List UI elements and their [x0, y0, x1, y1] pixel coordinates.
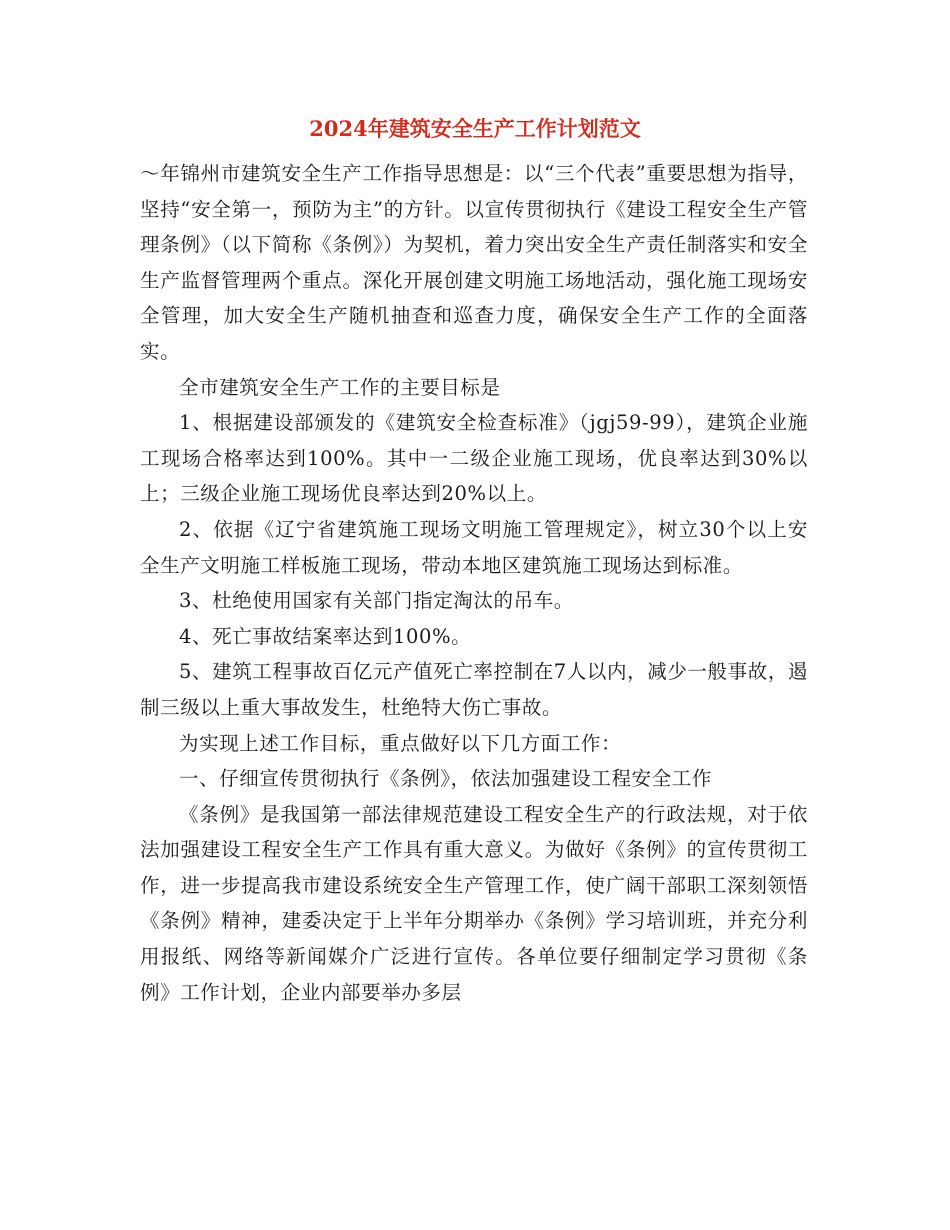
paragraph-section-1-body: 《条例》是我国第一部法律规范建设工程安全生产的行政法规，对于依法加强建设工程安全生产工作具有重大意义。为做好《条例》的宣传贯彻工作，进一步提高我市建设系统安全生产管理工作，使广阔干部职工深刻领悟《条例》精神，建委决定于上半年分期举办《条例》学习培训班，并充分利用报纸、网络等新闻媒介广泛进行宣传。各单位要仔细制定学习贯彻《条例》工作计划，企业内部要举办多层 [140, 802, 808, 1004]
document-title: 2024年建筑安全生产工作计划范文 [309, 116, 641, 141]
paragraph-goal-4: 4、死亡事故结案率达到100%。 [179, 624, 472, 648]
paragraph-work-intro: 为实现上述工作目标，重点做好以下几方面工作： [179, 731, 622, 755]
document-body [140, 156, 808, 1010]
paragraph-main-goals-heading: 全市建筑安全生产工作的主要目标是 [179, 375, 501, 399]
section-heading-1: 一、仔细宣传贯彻执行《条例》，依法加强建设工程安全工作 [179, 767, 712, 791]
paragraph-guiding-ideology: ～年锦州市建筑安全生产工作指导思想是：以“三个代表”重要思想为指导，坚持“安全第一，预防为主”的方针。以宣传贯彻执行《建设工程安全生产管理条例》（以下简称《条例》）为契机，着力突出安全生产责任制落实和安全生产监督管理两个重点。深化开展创建文明施工场地活动，强化施工现场安全管理，加大安全生产随机抽查和巡查力度，确保安全生产工作的全面落实。 [140, 162, 808, 363]
paragraph-goal-5: 5、建筑工程事故百亿元产值死亡率控制在7人以内，减少一般事故，遏制三级以上重大事故发生，杜绝特大伤亡事故。 [140, 660, 809, 719]
paragraph-goal-2: 2、依据《辽宁省建筑施工现场文明施工管理规定》，树立30个以上安全生产文明施工样板施工现场，带动本地区建筑施工现场达到标准。 [140, 517, 808, 577]
paragraph-goal-3: 3、杜绝使用国家有关部门指定淘汰的吊车。 [179, 589, 574, 613]
paragraph-goal-1: 1、根据建设部颁发的《建筑安全检查标准》（jgj59-99），建筑企业施工现场合格率达到100%。其中一二级企业施工现场，优良率达到30%以上；三级企业施工现场优良率达到20%以上。 [140, 411, 808, 506]
